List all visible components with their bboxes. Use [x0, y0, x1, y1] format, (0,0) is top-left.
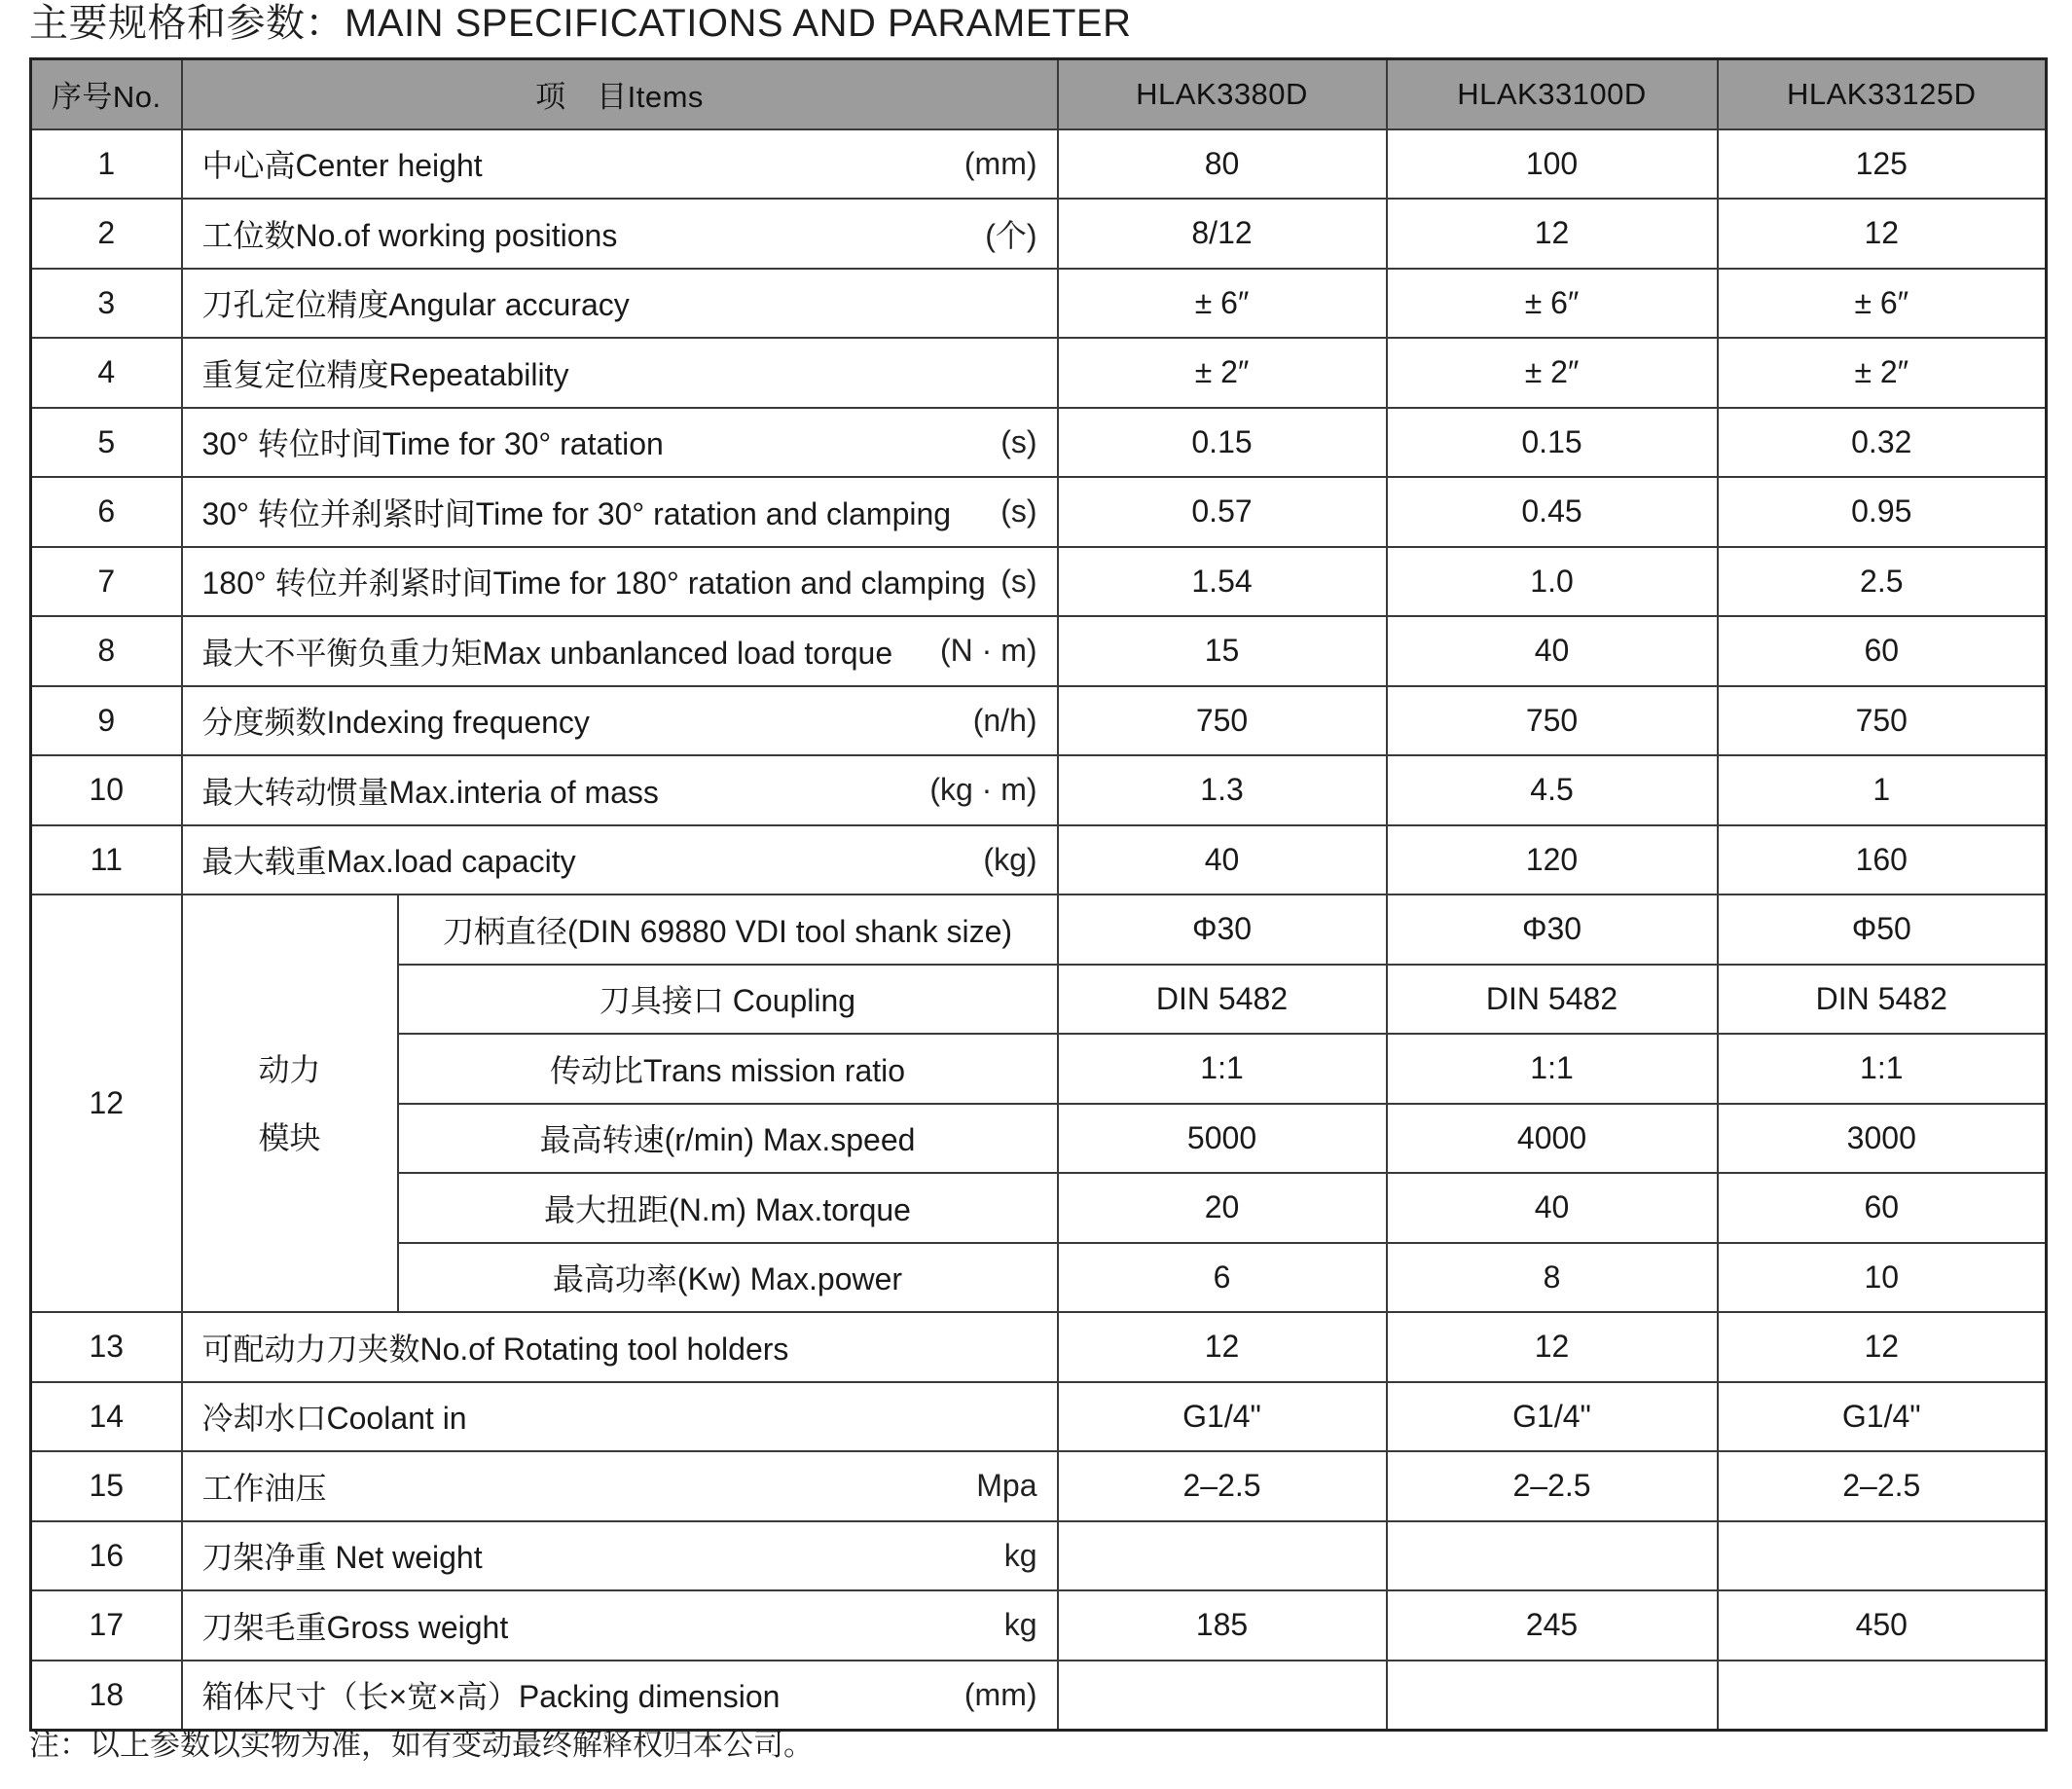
value-cell: 40: [1387, 616, 1718, 686]
row-number: 4: [31, 338, 182, 408]
table-row: [31, 338, 2047, 408]
header-items: 项 目Items: [182, 59, 1058, 129]
value-cell: 0.15: [1058, 408, 1387, 478]
item-label: 30° 转位时间Time for 30° ratation: [201, 426, 664, 462]
value-cell: 2–2.5: [1387, 1451, 1718, 1521]
table-row: [31, 755, 2047, 825]
value-cell: 0.57: [1058, 477, 1387, 547]
header-model-2: HLAK33100D: [1387, 59, 1718, 129]
value-cell: 15: [1058, 616, 1387, 686]
row-item: [182, 1312, 1058, 1382]
value-cell: 5000: [1058, 1104, 1387, 1174]
value-cell: 1:1: [1387, 1034, 1718, 1104]
value-cell: 100: [1387, 129, 1718, 200]
row-number: 6: [31, 477, 182, 547]
row-item: [182, 1451, 1058, 1521]
value-cell: [1718, 1661, 2047, 1731]
item-label: 最大不平衡负重力矩Max unbanlanced load torque: [201, 635, 893, 671]
power-module-label-line2: 模块: [258, 1119, 321, 1155]
row-number: 18: [31, 1661, 182, 1731]
row-item: [182, 338, 1058, 408]
item-unit: (个): [985, 217, 1037, 253]
row-number: 9: [31, 686, 182, 756]
item-label: 30° 转位并刹紧时间Time for 30° ratation and clamping: [201, 495, 952, 531]
item-label: 冷却水口Coolant in: [201, 1401, 467, 1437]
header-model-1: HLAK3380D: [1058, 59, 1387, 129]
table-row: [31, 1451, 2047, 1521]
page-title: 主要规格和参数：MAIN SPECIFICATIONS AND PARAMETER: [29, 2, 1132, 45]
row-item: [182, 477, 1058, 547]
value-cell: 0.32: [1718, 408, 2047, 478]
value-cell: 245: [1387, 1590, 1718, 1661]
value-cell: ± 6″: [1387, 269, 1718, 339]
value-cell: 1:1: [1058, 1034, 1387, 1104]
sub-item: 传动比Trans mission ratio: [398, 1034, 1058, 1104]
row-item: [182, 616, 1058, 686]
row-item: [182, 755, 1058, 825]
item-label: 刀架净重 Net weight: [201, 1540, 483, 1576]
row-item: [182, 825, 1058, 895]
value-cell: 12: [1718, 199, 2047, 269]
row-item: [182, 686, 1058, 756]
table-row: [31, 1521, 2047, 1591]
table-row: [31, 408, 2047, 478]
value-cell: ± 6″: [1718, 269, 2047, 339]
item-label: 刀架毛重Gross weight: [201, 1609, 509, 1645]
value-cell: 12: [1387, 199, 1718, 269]
value-cell: 8/12: [1058, 199, 1387, 269]
header-model-3: HLAK33125D: [1718, 59, 2047, 129]
header-no: 序号No.: [31, 59, 182, 129]
value-cell: [1387, 1661, 1718, 1731]
table-row: [31, 616, 2047, 686]
value-cell: Φ30: [1058, 894, 1387, 965]
value-cell: 750: [1387, 686, 1718, 756]
item-label: 可配动力刀夹数No.of Rotating tool holders: [201, 1331, 789, 1367]
table-row: [31, 547, 2047, 617]
value-cell: G1/4": [1718, 1382, 2047, 1452]
row-number: 12: [31, 894, 182, 1312]
value-cell: 1.54: [1058, 547, 1387, 617]
item-unit: (s): [1000, 563, 1037, 599]
footnote: 注：以上参数以实物为准，如有变动最终解释权归本公司。: [29, 1728, 814, 1762]
table-header-row: [31, 59, 2047, 129]
value-cell: 0.15: [1387, 408, 1718, 478]
table-row: [31, 129, 2047, 200]
row-number: 1: [31, 129, 182, 200]
table-row: [31, 1661, 2047, 1731]
row-number: 5: [31, 408, 182, 478]
item-unit: (kg): [983, 841, 1037, 877]
value-cell: 2–2.5: [1718, 1451, 2047, 1521]
row-number: 7: [31, 547, 182, 617]
item-unit: kg: [1003, 1607, 1037, 1643]
row-number: 11: [31, 825, 182, 895]
value-cell: 12: [1718, 1312, 2047, 1382]
value-cell: 450: [1718, 1590, 2047, 1661]
row-number: 10: [31, 755, 182, 825]
power-module-label-line1: 动力: [258, 1051, 321, 1087]
item-label: 180° 转位并刹紧时间Time for 180° ratation and clamping: [201, 566, 986, 602]
row-number: 8: [31, 616, 182, 686]
sub-item: 最高转速(r/min) Max.speed: [398, 1104, 1058, 1174]
table-row: [31, 1590, 2047, 1661]
value-cell: DIN 5482: [1058, 965, 1387, 1035]
row-item: [182, 1521, 1058, 1591]
value-cell: 1.3: [1058, 755, 1387, 825]
item-label: 工位数No.of working positions: [201, 217, 618, 253]
value-cell: 750: [1058, 686, 1387, 756]
table-row: [31, 269, 2047, 339]
value-cell: 80: [1058, 129, 1387, 200]
row-item: [182, 199, 1058, 269]
row-item: [182, 408, 1058, 478]
value-cell: 40: [1058, 825, 1387, 895]
value-cell: 2–2.5: [1058, 1451, 1387, 1521]
value-cell: 185: [1058, 1590, 1387, 1661]
row-number: 15: [31, 1451, 182, 1521]
item-label: 最大载重Max.load capacity: [201, 844, 576, 880]
item-unit: (s): [1000, 493, 1037, 529]
value-cell: 10: [1718, 1243, 2047, 1313]
table-row: [31, 477, 2047, 547]
table-row: [31, 686, 2047, 756]
value-cell: [1718, 1521, 2047, 1591]
row-number: 13: [31, 1312, 182, 1382]
row-number: 14: [31, 1382, 182, 1452]
value-cell: Φ50: [1718, 894, 2047, 965]
value-cell: DIN 5482: [1387, 965, 1718, 1035]
item-label: 分度频数Indexing frequency: [201, 705, 590, 741]
value-cell: [1058, 1661, 1387, 1731]
sub-item: 刀具接口 Coupling: [398, 965, 1058, 1035]
item-label: 箱体尺寸（长×宽×高）Packing dimension: [201, 1679, 781, 1714]
table-row: [31, 894, 2047, 965]
item-unit: kg: [1003, 1537, 1037, 1573]
value-cell: 1:1: [1718, 1034, 2047, 1104]
power-module-label: [182, 894, 398, 1312]
value-cell: 6: [1058, 1243, 1387, 1313]
value-cell: Φ30: [1387, 894, 1718, 965]
value-cell: ± 2″: [1718, 338, 2047, 408]
item-unit: (kg · m): [929, 772, 1037, 808]
value-cell: 20: [1058, 1173, 1387, 1243]
row-item: [182, 129, 1058, 200]
row-item: [182, 1382, 1058, 1452]
value-cell: 60: [1718, 616, 2047, 686]
item-label: 重复定位精度Repeatability: [201, 356, 569, 392]
row-number: 16: [31, 1521, 182, 1591]
item-label: 工作油压: [201, 1470, 327, 1506]
value-cell: 12: [1058, 1312, 1387, 1382]
item-unit: (mm): [963, 1676, 1037, 1712]
value-cell: 60: [1718, 1173, 2047, 1243]
item-unit: (mm): [963, 145, 1037, 181]
spec-table: [29, 57, 2048, 1732]
row-number: 3: [31, 269, 182, 339]
sub-item: 最高功率(Kw) Max.power: [398, 1243, 1058, 1313]
table-row: [31, 199, 2047, 269]
row-item: [182, 269, 1058, 339]
item-unit: (s): [1000, 423, 1037, 459]
value-cell: 40: [1387, 1173, 1718, 1243]
value-cell: ± 2″: [1058, 338, 1387, 408]
row-item: [182, 547, 1058, 617]
sub-item: 最大扭距(N.m) Max.torque: [398, 1173, 1058, 1243]
row-number: 2: [31, 199, 182, 269]
value-cell: 125: [1718, 129, 2047, 200]
item-unit: (n/h): [972, 702, 1037, 738]
value-cell: 1.0: [1387, 547, 1718, 617]
value-cell: 120: [1387, 825, 1718, 895]
value-cell: ± 6″: [1058, 269, 1387, 339]
value-cell: [1387, 1521, 1718, 1591]
value-cell: 0.95: [1718, 477, 2047, 547]
row-number: 17: [31, 1590, 182, 1661]
value-cell: ± 2″: [1387, 338, 1718, 408]
row-item: [182, 1661, 1058, 1731]
table-row: [31, 825, 2047, 895]
value-cell: 160: [1718, 825, 2047, 895]
value-cell: [1058, 1521, 1387, 1591]
value-cell: G1/4": [1387, 1382, 1718, 1452]
table-row: [31, 1312, 2047, 1382]
item-label: 最大转动惯量Max.interia of mass: [201, 774, 659, 810]
sub-item: 刀柄直径(DIN 69880 VDI tool shank size): [398, 894, 1058, 965]
value-cell: DIN 5482: [1718, 965, 2047, 1035]
row-item: [182, 1590, 1058, 1661]
item-label: 中心高Center height: [201, 148, 483, 184]
value-cell: 2.5: [1718, 547, 2047, 617]
item-label: 刀孔定位精度Angular accuracy: [201, 287, 630, 323]
value-cell: 4.5: [1387, 755, 1718, 825]
value-cell: 8: [1387, 1243, 1718, 1313]
value-cell: 0.45: [1387, 477, 1718, 547]
table-row: [31, 1382, 2047, 1452]
item-unit: Mpa: [976, 1468, 1037, 1504]
value-cell: 750: [1718, 686, 2047, 756]
value-cell: 3000: [1718, 1104, 2047, 1174]
value-cell: 12: [1387, 1312, 1718, 1382]
item-unit: (N · m): [940, 633, 1037, 669]
value-cell: 4000: [1387, 1104, 1718, 1174]
value-cell: G1/4": [1058, 1382, 1387, 1452]
value-cell: 1: [1718, 755, 2047, 825]
